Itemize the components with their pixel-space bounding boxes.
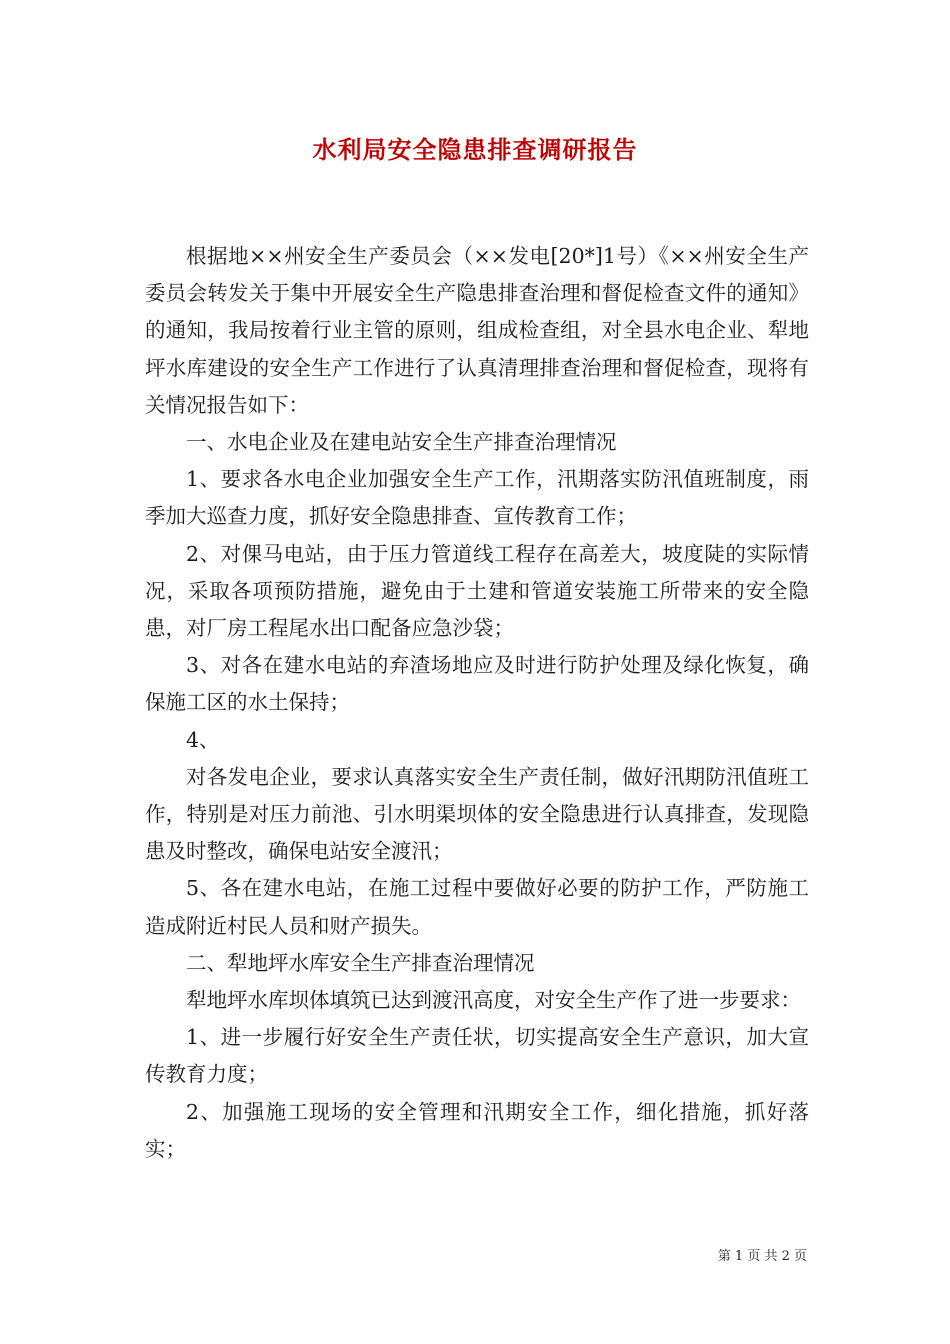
list-item: 5、各在建水电站，在施工过程中要做好必要的防护工作，严防施工造成附近村民人员和财产损失。 bbox=[145, 876, 809, 938]
list-item: 1、进一步履行好安全生产责任状，切实提高安全生产意识，加大宣传教育力度； bbox=[145, 1025, 809, 1087]
list-item: 3、对各在建水电站的弃渣场地应及时进行防护处理及绿化恢复，确保施工区的水土保持； bbox=[145, 653, 809, 715]
page-number: 第 1 页 共 2 页 bbox=[717, 1249, 807, 1264]
list-item: 2、加强施工现场的安全管理和汛期安全工作，细化措施，抓好落实； bbox=[145, 1099, 809, 1161]
document-body bbox=[145, 238, 809, 1168]
list-item: 2、对倮马电站，由于压力管道线工程存在高差大，坡度陡的实际情况，采取各项预防措施，避免由于土建和管道安装施工所带来的安全隐患，对厂房工程尾水出口配备应急沙袋； bbox=[145, 541, 809, 641]
section-heading-1: 一、水电企业及在建电站安全生产排查治理情况 bbox=[186, 430, 617, 455]
list-item: 对各发电企业，要求认真落实安全生产责任制，做好汛期防汛值班工作，特别是对压力前池、引水明渠坝体的安全隐患进行认真排查，发现隐患及时整改，确保电站安全渡汛； bbox=[145, 764, 809, 864]
paragraph: 犁地坪水库坝体填筑已达到渡汛高度，对安全生产作了进一步要求： bbox=[186, 988, 801, 1013]
paragraph-intro: 根据地××州安全生产委员会（××发电[20*]1号）《××州安全生产委员会转发关于集中开展安全生产隐患排查治理和督促检查文件的通知》的通知，我局按着行业主管的原则，组成检查组，对全县水电企业、犁地坪水库建设的安全生产工作进行了认真清理排查治理和督促检查，现将有关情况报告如下： bbox=[145, 244, 809, 417]
section-heading-2: 二、犁地坪水库安全生产排查治理情况 bbox=[186, 950, 535, 975]
list-item: 1、要求各水电企业加强安全生产工作，汛期落实防汛值班制度，雨季加大巡查力度，抓好安全隐患排查、宣传教育工作； bbox=[145, 467, 809, 529]
document-title: 水利局安全隐患排查调研报告 bbox=[312, 135, 638, 164]
list-item-number: 4、 bbox=[186, 727, 220, 752]
